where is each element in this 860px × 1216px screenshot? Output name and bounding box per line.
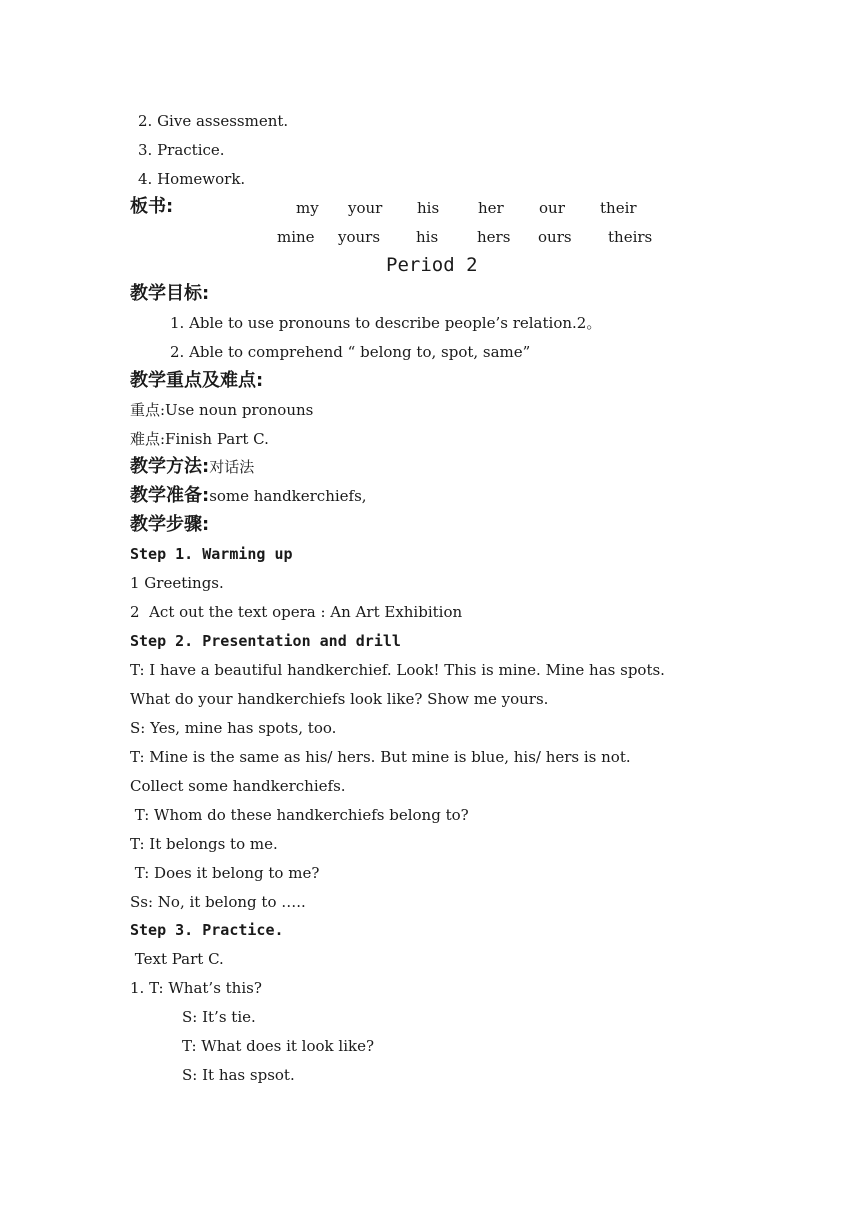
board-word: ours (538, 228, 572, 246)
step2-line: T: I have a beautiful handkerchief. Look! This is mine. Mine has spots. (130, 661, 665, 679)
preparation-line (130, 485, 367, 507)
step1-title: Step 1. Warming up (130, 545, 293, 563)
step1-line: 1 Greetings. (130, 574, 224, 592)
step2-line: T: Does it belong to me? (130, 864, 320, 882)
method-line (130, 456, 254, 478)
board-word: her (478, 199, 504, 217)
step3-title: Step 3. Practice. (130, 921, 284, 939)
list-item: 4. Homework. (138, 170, 246, 188)
dialogue-line: S: It has spsot. (182, 1066, 295, 1084)
method-label: 教学方法: (130, 456, 210, 477)
dialogue-line: T: What does it look like? (182, 1037, 374, 1055)
board-word: hers (477, 228, 511, 246)
difficult-point: 难点:Finish Part C. (130, 430, 269, 448)
list-item: 2. Give assessment. (138, 112, 289, 130)
dialogue-line: S: It’s tie. (182, 1008, 256, 1026)
preparation-label: 教学准备: (130, 485, 210, 506)
board-word: your (348, 199, 383, 217)
dialogue-line: 1. T: What’s this? (130, 979, 262, 997)
method-value: 对话法 (209, 458, 255, 476)
board-word: their (600, 199, 637, 217)
board-word: my (296, 199, 319, 217)
step2-line: T: Mine is the same as his/ hers. But mine is blue, his/ hers is not. (130, 748, 631, 766)
key-point: 重点:Use noun pronouns (130, 401, 314, 419)
step2-line: What do your handkerchiefs look like? Show me yours. (130, 690, 549, 708)
board-word: theirs (608, 228, 653, 246)
period-title: Period 2 (386, 254, 478, 276)
step3-intro: Text Part C. (130, 950, 224, 968)
key-points-heading: 教学重点及难点: (130, 370, 264, 391)
step2-line: T: Whom do these handkerchiefs belong to? (130, 806, 469, 824)
goals-heading: 教学目标: (130, 283, 210, 304)
step2-line: Collect some handkerchiefs. (130, 777, 346, 795)
board-word: his (417, 199, 440, 217)
goal-item: 2. Able to comprehend “ belong to, spot, same” (170, 343, 531, 361)
board-word: our (539, 199, 565, 217)
board-word: mine (277, 228, 315, 246)
step2-line: Ss: No, it belong to ….. (130, 893, 306, 911)
step2-title: Step 2. Presentation and drill (130, 632, 401, 650)
steps-heading: 教学步骤: (130, 514, 210, 535)
list-item: 3. Practice. (138, 141, 225, 159)
step2-line: S: Yes, mine has spots, too. (130, 719, 337, 737)
step1-line: 2 Act out the text opera : An Art Exhibition (130, 603, 463, 621)
board-label: 板书: (130, 196, 174, 217)
goal-item: 1. Able to use pronouns to describe people’s relation.2。 (170, 314, 602, 332)
preparation-value: some handkerchiefs, (209, 487, 367, 505)
step2-line: T: It belongs to me. (130, 835, 278, 853)
board-word: yours (338, 228, 381, 246)
board-word: his (416, 228, 439, 246)
